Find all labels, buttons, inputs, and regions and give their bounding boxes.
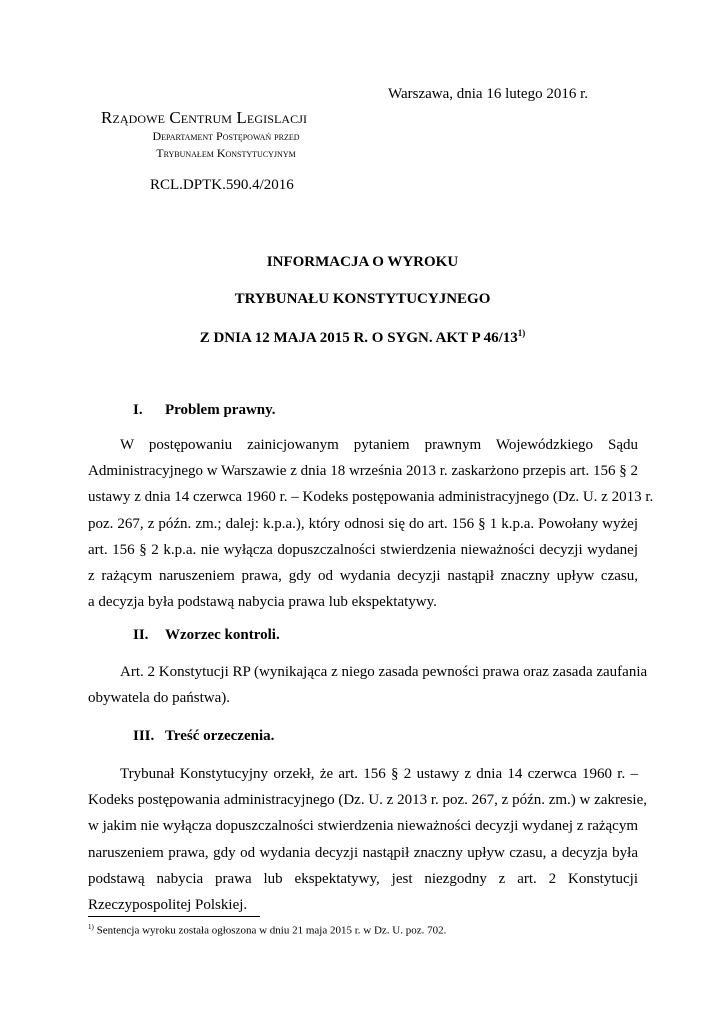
organization-name: Rządowe Centrum Legislacji <box>101 108 308 127</box>
footnote-separator <box>88 916 260 917</box>
footnote-text: Sentencja wyroku została ogłoszona w dniu 21 maja 2015 r. w Dz. U. poz. 702. <box>93 924 447 937</box>
paragraph-line: obywatela do państwa). <box>88 690 231 707</box>
title-footnote-marker: 1) <box>517 328 526 338</box>
section-body-1 <box>88 432 654 615</box>
title-line-2: TRYBUNAŁU KONSTYTUCYJNEGO <box>234 291 491 307</box>
section-number: I. <box>133 402 143 418</box>
section-title: Treść orzeczenia. <box>165 728 275 744</box>
section-heading-3 <box>133 728 274 745</box>
paragraph-line: naruszeniem prawa, gdy od wydania decyzji nastąpił znaczny upływ czasu, a decyzja była <box>88 844 638 861</box>
paragraph-line: Administracyjnego w Warszawie z dnia 18 września 2013 r. zaskarżono przepis art. 156 § 2 <box>88 463 639 480</box>
paragraph-line: z rażącym naruszeniem prawa, gdy od wydania decyzji nastąpił znaczny upływ czasu, <box>88 567 638 584</box>
paragraph-line: Rzeczypospolitej Polskiej. <box>88 896 248 913</box>
paragraph-line: W postępowaniu zainicjowanym pytaniem prawnym Wojewódzkiego Sądu <box>120 437 638 453</box>
section-number: II. <box>133 627 149 643</box>
title-line-3-text: Z DNIA 12 MAJA 2015 R. O SYGN. AKT P 46/13 <box>199 330 518 346</box>
title-line-1: INFORMACJA O WYROKU <box>266 254 459 270</box>
department-line-1: Departament Postępowań przed <box>152 129 300 143</box>
paragraph-line: a decyzja była podstawą nabycia prawa lub ekspektatywy. <box>88 594 437 611</box>
section-body-3 <box>88 761 648 918</box>
reference-number: RCL.DPTK.590.4/2016 <box>150 177 294 193</box>
paragraph-line: poz. 267, z późn. zm.; dalej: k.p.a.), który odnosi się do art. 156 § 1 k.p.a. Powołany wyżej <box>88 515 638 532</box>
paragraph-line: Kodeks postępowania administracyjnego (Dz. U. z 2013 r. poz. 267, z późn. zm.) w zakresie, <box>88 792 648 809</box>
paragraph-line: podstawą nabycia prawa lub ekspektatywy, jest niezgodny z art. 2 Konstytucji <box>88 870 638 887</box>
section-heading-2 <box>133 627 280 644</box>
document-date: Warszawa, dnia 16 lutego 2016 r. <box>388 86 588 102</box>
paragraph-line: w jakim nie wyłącza dopuszczalności stwierdzenia nieważności decyzji wydanej z rażącym <box>88 818 638 835</box>
section-number: III. <box>133 728 155 744</box>
footnote-marker: 1) <box>88 923 94 931</box>
footnote <box>88 923 446 937</box>
section-heading-1 <box>133 402 276 419</box>
title-line-3 <box>90 328 635 347</box>
section-body-2 <box>88 659 648 711</box>
paragraph-line: Trybunał Konstytucyjny orzekł, że art. 156 § 2 ustawy z dnia 14 czerwca 1960 r. – <box>120 766 638 782</box>
section-title: Wzorzec kontroli. <box>165 627 280 643</box>
paragraph-line: art. 156 § 2 k.p.a. nie wyłącza dopuszczalności stwierdzenia nieważności decyzji wydanej <box>88 541 638 558</box>
paragraph-line: ustawy z dnia 14 czerwca 1960 r. – Kodeks postępowania administracyjnego (Dz. U. z 2013 r. <box>88 489 654 506</box>
paragraph-line: Art. 2 Konstytucji RP (wynikająca z niego zasada pewności prawa oraz zasada zaufania <box>120 664 648 680</box>
department-line-2: Trybunałem Konstytucyjnym <box>156 146 296 160</box>
section-title: Problem prawny. <box>165 402 276 418</box>
department-name <box>101 128 351 162</box>
